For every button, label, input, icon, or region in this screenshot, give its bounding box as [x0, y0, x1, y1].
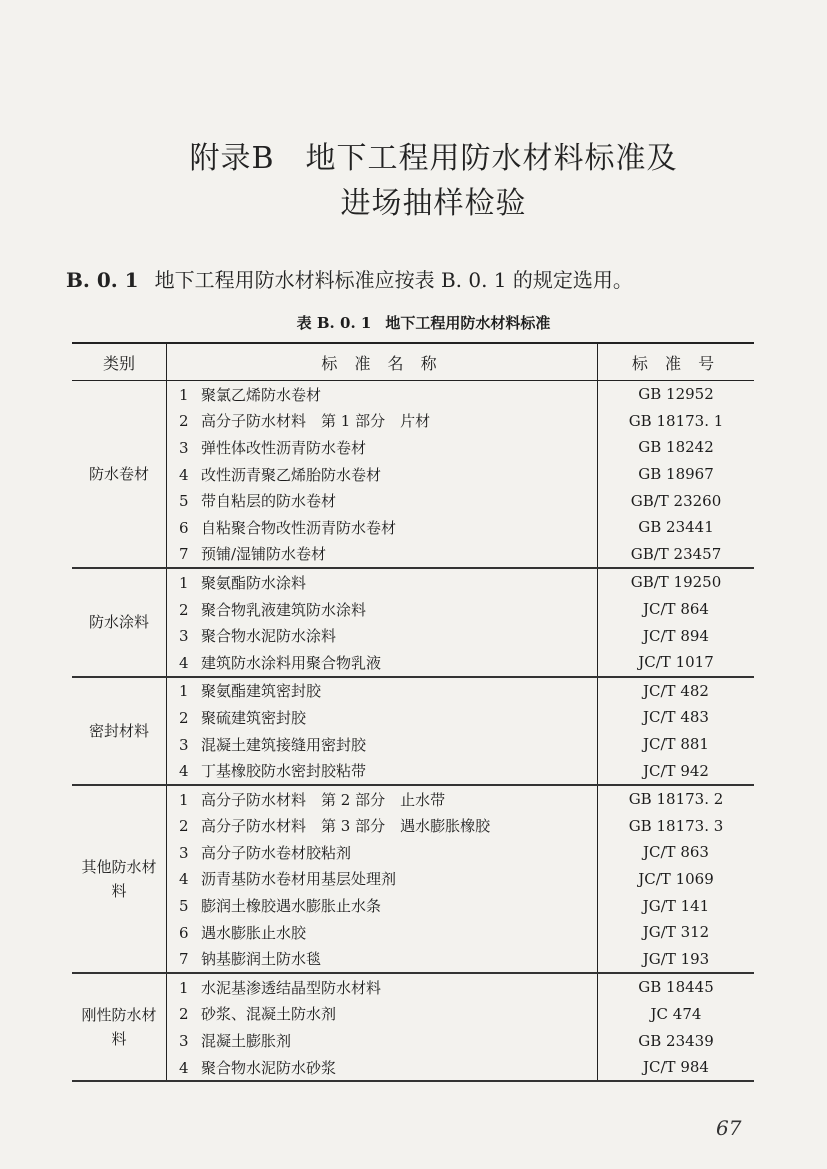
standard-code-cell: JG/T 312: [598, 919, 755, 946]
item-number: 1: [179, 573, 189, 592]
standard-name-cell: [167, 408, 598, 435]
standard-code-cell: JC/T 1069: [598, 866, 755, 893]
table-row: [72, 785, 754, 813]
table-row: [72, 434, 754, 461]
standard-name-cell: [167, 596, 598, 623]
header-name: 标 准 名 称: [167, 343, 598, 381]
item-number: 7: [179, 950, 189, 969]
clause-number: B. 0. 1: [66, 268, 139, 292]
item-number: 2: [179, 412, 189, 431]
standard-name-cell: [167, 461, 598, 488]
standard-name-cell: [167, 945, 598, 973]
standard-name-cell: [167, 622, 598, 649]
item-number: 2: [179, 600, 189, 619]
table-row: [72, 704, 754, 731]
standard-name: 聚合物水泥防水涂料: [201, 627, 337, 646]
standard-name: 聚硫建筑密封胶: [201, 708, 307, 727]
table-row: [72, 839, 754, 866]
standards-table: [72, 342, 754, 1082]
standard-code-cell: JC/T 483: [598, 704, 755, 731]
standard-name-cell: [167, 785, 598, 813]
table-row: [72, 514, 754, 541]
standard-name: 聚氨酯防水涂料: [201, 573, 307, 592]
item-number: 4: [179, 1058, 189, 1077]
item-number: 4: [179, 465, 189, 484]
item-number: 4: [179, 870, 189, 889]
standard-name: 水泥基渗透结晶型防水材料: [201, 978, 382, 997]
standard-name: 聚氯乙烯防水卷材: [201, 385, 322, 404]
standard-name-cell: [167, 757, 598, 785]
standard-name-cell: [167, 1027, 598, 1054]
standard-name: 沥青基防水卷材用基层处理剂: [201, 870, 397, 889]
page-title-line-2: 进场抽样检验: [340, 186, 527, 221]
item-number: 6: [179, 518, 189, 537]
table-row: [72, 649, 754, 677]
standard-name-cell: [167, 514, 598, 541]
standard-name: 聚合物水泥防水砂浆: [201, 1058, 337, 1077]
table-row: [72, 408, 754, 435]
table-row: [72, 381, 754, 408]
table-row: [72, 596, 754, 623]
clause: [66, 264, 633, 293]
table-body: [72, 381, 754, 1082]
item-number: 7: [179, 545, 189, 564]
table-row: [72, 1027, 754, 1054]
table-row: [72, 677, 754, 705]
standard-code-cell: GB 18173. 2: [598, 785, 755, 813]
table-row: [72, 973, 754, 1001]
standard-name: 高分子防水材料 第 1 部分 片材: [201, 412, 431, 431]
item-number: 4: [179, 653, 189, 672]
standard-code-cell: GB/T 19250: [598, 568, 755, 596]
standard-name: 砂浆、混凝土防水剂: [201, 1005, 337, 1024]
standard-name: 混凝土膨胀剂: [201, 1032, 292, 1051]
standard-name: 膨润土橡胶遇水膨胀止水条: [201, 897, 382, 916]
item-number: 3: [179, 843, 189, 862]
category-cell: 刚性防水材料: [72, 973, 167, 1081]
standard-name-cell: [167, 1054, 598, 1082]
standard-code-cell: GB 18967: [598, 461, 755, 488]
standard-name-cell: [167, 568, 598, 596]
page-title-line-1: 附录B 地下工程用防水材料标准及: [189, 141, 678, 176]
item-number: 1: [179, 978, 189, 997]
standard-name: 高分子防水材料 第 3 部分 遇水膨胀橡胶: [201, 817, 491, 836]
standard-code-cell: GB 18173. 3: [598, 813, 755, 840]
standard-name-cell: [167, 839, 598, 866]
table-caption: [0, 312, 827, 333]
standard-name: 丁基橡胶防水密封胶粘带: [201, 762, 367, 781]
standard-code-cell: JC/T 863: [598, 839, 755, 866]
standard-name-cell: [167, 813, 598, 840]
standard-code-cell: JC/T 1017: [598, 649, 755, 677]
standard-name-cell: [167, 919, 598, 946]
standard-name-cell: [167, 973, 598, 1001]
item-number: 6: [179, 923, 189, 942]
standard-code-cell: GB 23441: [598, 514, 755, 541]
standard-code-cell: JC/T 864: [598, 596, 755, 623]
standard-name: 聚合物乳液建筑防水涂料: [201, 600, 367, 619]
standard-name-cell: [167, 731, 598, 758]
table-row: [72, 945, 754, 973]
standard-name-cell: [167, 487, 598, 514]
header-code: 标 准 号: [598, 343, 755, 381]
table-row: [72, 731, 754, 758]
standard-name-cell: [167, 892, 598, 919]
standard-code-cell: JC/T 942: [598, 757, 755, 785]
item-number: 3: [179, 1032, 189, 1051]
standard-name-cell: [167, 649, 598, 677]
item-number: 5: [179, 897, 189, 916]
standard-code-cell: GB 18173. 1: [598, 408, 755, 435]
standard-code-cell: JG/T 141: [598, 892, 755, 919]
standard-code-cell: JC/T 881: [598, 731, 755, 758]
standard-name: 自粘聚合物改性沥青防水卷材: [201, 518, 397, 537]
item-number: 5: [179, 492, 189, 511]
standard-name-cell: [167, 677, 598, 705]
item-number: 1: [179, 682, 189, 701]
standard-code-cell: JC/T 482: [598, 677, 755, 705]
table-caption-number: 表 B. 0. 1: [296, 314, 372, 332]
table-row: [72, 1001, 754, 1028]
standard-name-cell: [167, 866, 598, 893]
standard-code-cell: JC 474: [598, 1001, 755, 1028]
standard-code-cell: GB/T 23260: [598, 487, 755, 514]
standard-code-cell: JC/T 894: [598, 622, 755, 649]
table-row: [72, 541, 754, 569]
item-number: 3: [179, 735, 189, 754]
standard-name-cell: [167, 1001, 598, 1028]
category-cell: 密封材料: [72, 677, 167, 785]
page-number: 67: [716, 1116, 742, 1140]
standard-code-cell: JG/T 193: [598, 945, 755, 973]
category-cell: 其他防水材料: [72, 785, 167, 973]
item-number: 1: [179, 385, 189, 404]
item-number: 1: [179, 790, 189, 809]
item-number: 3: [179, 438, 189, 457]
table-row: [72, 892, 754, 919]
category-cell: 防水卷材: [72, 381, 167, 569]
item-number: 3: [179, 627, 189, 646]
standard-name: 高分子防水卷材胶粘剂: [201, 843, 352, 862]
header-category: 类别: [72, 343, 167, 381]
standard-name: 弹性体改性沥青防水卷材: [201, 438, 367, 457]
standard-name: 混凝土建筑接缝用密封胶: [201, 735, 367, 754]
table-header-row: [72, 343, 754, 381]
standard-code-cell: GB 18445: [598, 973, 755, 1001]
table-row: [72, 813, 754, 840]
standard-name-cell: [167, 381, 598, 408]
clause-text: 地下工程用防水材料标准应按表 B. 0. 1 的规定选用。: [154, 268, 633, 292]
table-row: [72, 919, 754, 946]
standard-name: 聚氨酯建筑密封胶: [201, 682, 322, 701]
table-caption-text: 地下工程用防水材料标准: [385, 314, 551, 332]
table-row: [72, 1054, 754, 1082]
table-row: [72, 487, 754, 514]
standard-code-cell: GB 12952: [598, 381, 755, 408]
standard-name: 预铺/湿铺防水卷材: [201, 545, 327, 564]
standard-name: 建筑防水涂料用聚合物乳液: [201, 653, 382, 672]
item-number: 2: [179, 817, 189, 836]
table-row: [72, 461, 754, 488]
category-cell: 防水涂料: [72, 568, 167, 676]
standard-name-cell: [167, 541, 598, 569]
table-row: [72, 757, 754, 785]
standard-name: 钠基膨润土防水毯: [201, 950, 322, 969]
standard-name: 高分子防水材料 第 2 部分 止水带: [201, 790, 446, 809]
standard-name: 改性沥青聚乙烯胎防水卷材: [201, 465, 382, 484]
standard-name-cell: [167, 434, 598, 461]
item-number: 2: [179, 708, 189, 727]
standard-code-cell: GB/T 23457: [598, 541, 755, 569]
standard-name: 带自粘层的防水卷材: [201, 492, 337, 511]
standard-name: 遇水膨胀止水胶: [201, 923, 307, 942]
item-number: 4: [179, 762, 189, 781]
standard-code-cell: GB 18242: [598, 434, 755, 461]
table-row: [72, 568, 754, 596]
standard-code-cell: JC/T 984: [598, 1054, 755, 1082]
standard-name-cell: [167, 704, 598, 731]
standard-code-cell: GB 23439: [598, 1027, 755, 1054]
table-row: [72, 622, 754, 649]
table-row: [72, 866, 754, 893]
item-number: 2: [179, 1005, 189, 1024]
